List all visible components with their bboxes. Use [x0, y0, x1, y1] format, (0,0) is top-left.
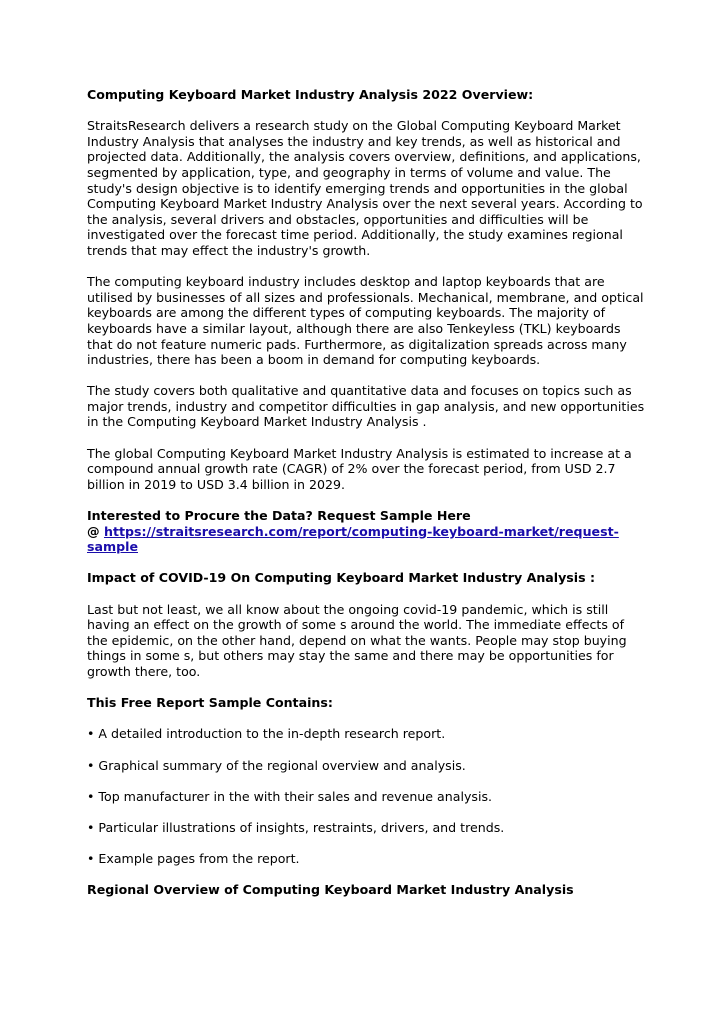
list-item: • Particular illustrations of insights, restraints, drivers, and trends. [87, 819, 505, 835]
request-sample-block [87, 508, 647, 555]
list-item: • A detailed introduction to the in-depth research report. [87, 726, 446, 742]
list-item: • Top manufacturer in the with their sales and revenue analysis. [87, 788, 493, 804]
intro-paragraph-1: StraitsResearch delivers a research study on the Global Computing Keyboard Market Industry Analysis that analyses the industry and key trends, as well as historical and projected data. Additionally, the analysis covers overview, definitions, and applications, segmented by application, type, and geography in terms of volume and value. The study's design objective is to identify emerging trends and opportunities in the global Computing Keyboard Market Industry Analysis over the next several years. According to the analysis, several drivers and obstacles, opportunities and difficulties will be investigated over the forecast time period. Additionally, the study examines regional trends that may effect the industry's growth. [87, 118, 643, 258]
intro-paragraph-4: The global Computing Keyboard Market Industry Analysis is estimated to increase at a compound annual growth rate (CAGR) of 2% over the forecast period, from USD 2.7 billion in 2019 to USD 3.4 billion in 2029. [87, 445, 632, 492]
list-item: • Graphical summary of the regional overview and analysis. [87, 757, 466, 773]
regional-overview-heading: Regional Overview of Computing Keyboard Market Industry Analysis [87, 882, 574, 898]
document-title: Computing Keyboard Market Industry Analysis 2022 Overview: [87, 87, 534, 102]
request-sample-link-line [87, 524, 647, 555]
intro-paragraph-2: The computing keyboard industry includes desktop and laptop keyboards that are utilised by businesses of all sizes and professionals. Mechanical, membrane, and optical keyboards are among the different types of computing keyboards. The majority of keyboards have a similar layout, although there are also Tenkeyless (TKL) keyboards that do not feature numeric pads. Furthermore, as digitalization spreads across many industries, there has been a boom in demand for computing keyboards. [87, 274, 644, 368]
request-sample-heading: Interested to Procure the Data? Request Sample Here [87, 508, 471, 524]
document-page [87, 87, 647, 913]
at-sign: @ [87, 523, 104, 539]
intro-paragraph-3: The study covers both qualitative and quantitative data and focuses on topics such as major trends, industry and competitor difficulties in gap analysis, and new opportunities in the Computing Keyboard Market Industry Analysis . [87, 383, 645, 430]
list-item: • Example pages from the report. [87, 851, 300, 867]
covid-paragraph: Last but not least, we all know about the ongoing covid-19 pandemic, which is still having an effect on the growth of some s around the world. The immediate effects of the epidemic, on the other hand, depend on what the wants. People may stop buying things in some s, but others may stay the same and there may be opportunities for growth there, too. [87, 601, 627, 679]
request-sample-link[interactable]: https://straitsresearch.com/report/computing-keyboard-market/request-sample [87, 523, 619, 555]
covid-heading: Impact of COVID-19 On Computing Keyboard Market Industry Analysis : [87, 570, 596, 586]
sample-contents-heading: This Free Report Sample Contains: [87, 695, 333, 711]
